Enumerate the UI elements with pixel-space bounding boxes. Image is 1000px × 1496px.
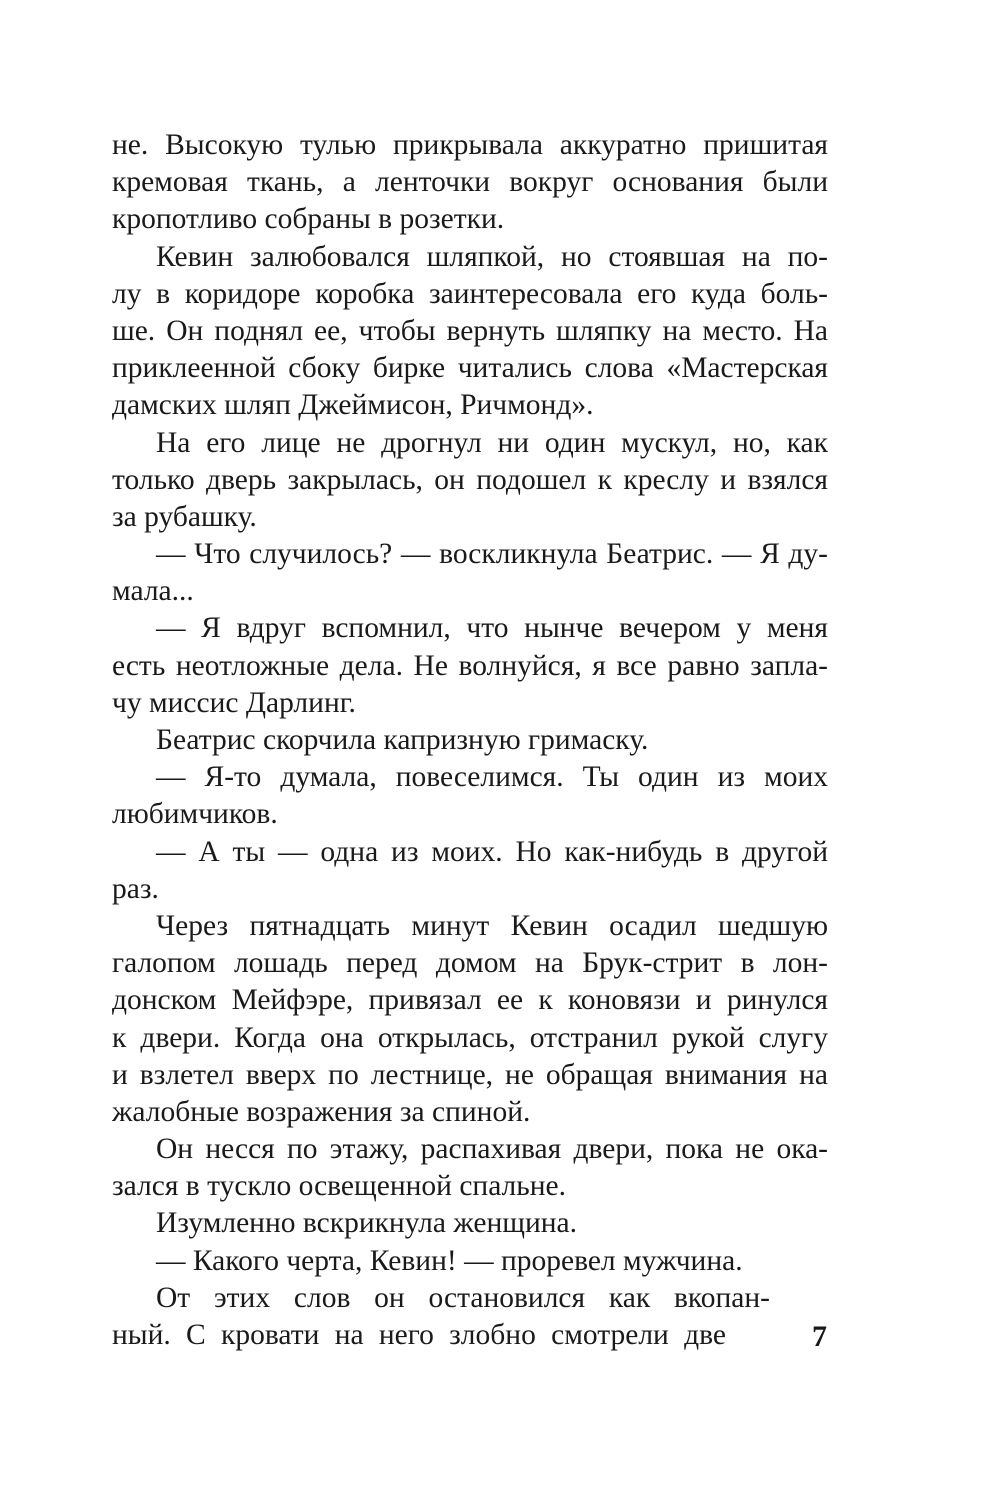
text-line: жалобные возражения за спиной. <box>112 1095 531 1128</box>
text-line: лу в коридоре коробка заинтересовала его куда боль- <box>112 277 828 310</box>
body-text <box>112 127 828 1354</box>
text-line: ше. Он поднял ее, чтобы вернуть шляпку на место. На <box>112 314 828 347</box>
text-line: Он несся по этажу, распахивая двери, пока не ока- <box>156 1133 828 1166</box>
text-line: От этих слов он остановился как вкопан- <box>156 1281 770 1314</box>
text-line: — Какого черта, Кевин! — проревел мужчина. <box>156 1244 743 1277</box>
text-line: и взлетел вверх по лестнице, не обращая внимания на <box>112 1058 828 1091</box>
text-line: зался в тускло освещенной спальне. <box>112 1170 566 1203</box>
text-line: приклеенной сбоку бирке читались слова «Мастерская <box>112 352 828 385</box>
text-line: дамских шляп Джеймисон, Ричмонд». <box>112 389 594 422</box>
text-line: ный. С кровати на него злобно смотрели две <box>112 1319 726 1351</box>
text-line: чу миссис Дарлинг. <box>112 686 356 719</box>
text-line: На его лице не дрогнул ни один мускул, но, как <box>156 426 828 459</box>
text-line: — Я-то думала, повеселимся. Ты один из моих <box>156 761 828 794</box>
text-line: только дверь закрылась, он подошел к креслу и взялся <box>112 463 828 496</box>
text-line: Через пятнадцать минут Кевин осадил шедшую <box>156 909 828 942</box>
text-line: — Я вдруг вспомнил, что нынче вечером у меня <box>156 612 828 645</box>
text-line: — Что случилось? — воскликнула Беатрис. — Я ду- <box>156 538 828 571</box>
text-line: — А ты — одна из моих. Но как-нибудь в другой <box>156 835 828 868</box>
text-line: галопом лошадь перед домом на Брук-стрит в лон- <box>112 947 828 980</box>
text-line: мала... <box>112 575 194 608</box>
text-line: любимчиков. <box>112 798 278 831</box>
page-number: 7 <box>812 1320 827 1353</box>
text-line: Беатрис скорчила капризную гримаску. <box>156 724 649 756</box>
text-line: есть неотложные дела. Не волнуйся, я все равно запла- <box>112 649 828 682</box>
text-line: донском Мейфэре, привязал ее к коновязи и ринулся <box>112 984 828 1017</box>
text-line: Изумленно вскрикнула женщина. <box>156 1207 577 1240</box>
text-line: Кевин залюбовался шляпкой, но стоявшая на по- <box>156 240 828 273</box>
text-line: к двери. Когда она открылась, отстранил рукой слугу <box>112 1021 828 1054</box>
text-line: за рубашку. <box>112 500 257 533</box>
text-line: кремовая ткань, а ленточки вокруг основания были <box>112 166 828 199</box>
text-line: кропотливо собраны в розетки. <box>112 203 505 236</box>
text-line: не. Высокую тулью прикрывала аккуратно пришитая <box>112 129 828 161</box>
text-line: раз. <box>112 872 159 905</box>
